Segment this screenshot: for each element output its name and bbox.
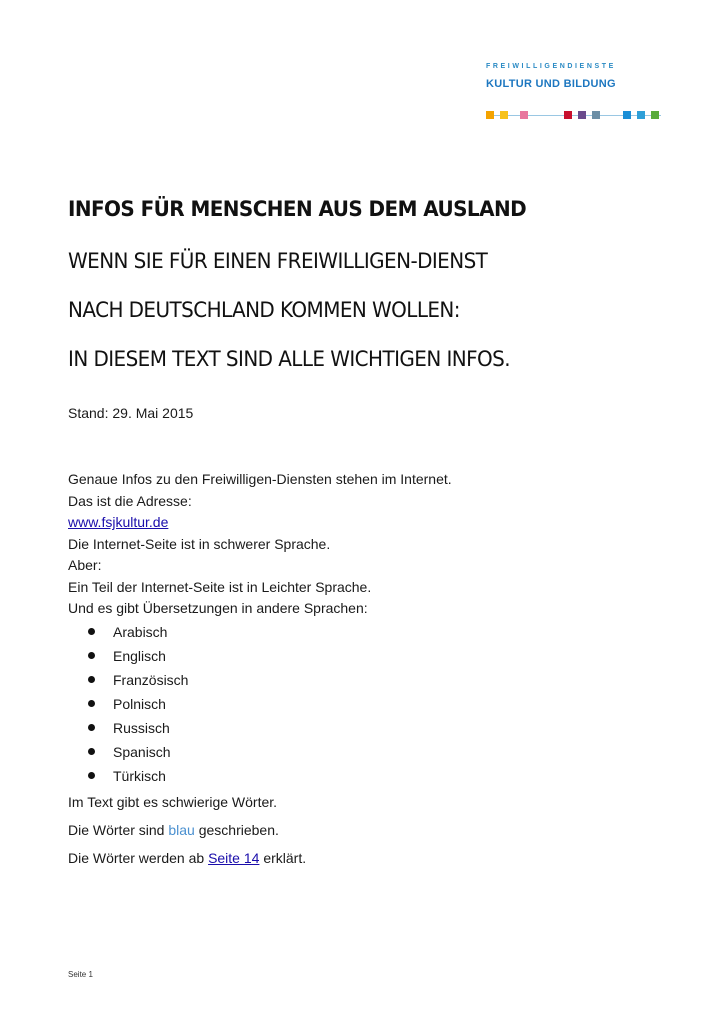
logo-title: KULTUR UND BILDUNG: [486, 78, 616, 90]
logo-square: [592, 111, 600, 119]
logo-square: [651, 111, 659, 119]
bullet-icon: [88, 772, 95, 779]
bullet-icon: [88, 676, 95, 683]
text-line: Aber:: [68, 557, 102, 573]
language-list: [88, 620, 188, 788]
logo-square: [520, 111, 528, 119]
website-link[interactable]: www.fsjkultur.de: [68, 514, 169, 530]
text-line: Und es gibt Übersetzungen in andere Sprachen:: [68, 600, 368, 616]
date-stamp: Stand: 29. Mai 2015: [68, 405, 194, 421]
list-item: Englisch: [88, 644, 188, 668]
list-item: Arabisch: [88, 620, 188, 644]
bullet-icon: [88, 748, 95, 755]
text-line: Ein Teil der Internet-Seite ist in Leichter Sprache.: [68, 578, 372, 595]
text-line: Genaue Infos zu den Freiwilligen-Diensten stehen im Internet.: [68, 471, 452, 487]
blue-words-note: Die Wörter sind blau geschrieben.: [68, 822, 279, 838]
logo-square: [637, 111, 645, 119]
text-line: Das ist die Adresse:: [68, 492, 192, 509]
text-line: Die Internet-Seite ist in schwerer Sprache.: [68, 535, 331, 552]
logo-square: [564, 111, 572, 119]
logo-subtitle: FREIWILLIGENDIENSTE: [486, 63, 616, 70]
logo-square: [578, 111, 586, 119]
page-number: Seite 1: [68, 970, 93, 979]
list-item: Türkisch: [88, 764, 188, 788]
logo-square: [486, 111, 494, 119]
logo-square: [500, 111, 508, 119]
logo-square: [623, 111, 631, 119]
logo-color-bar: [486, 111, 661, 121]
subtitle-line-1: WENN SIE FÜR EINEN FREIWILLIGEN-DIENST: [68, 249, 488, 273]
glossary-note: Die Wörter werden ab Seite 14 erklärt.: [68, 850, 307, 866]
blue-word: blau: [168, 822, 195, 838]
logo: [486, 62, 666, 91]
subtitle-line-2: NACH DEUTSCHLAND KOMMEN WOLLEN:: [68, 298, 460, 322]
bullet-icon: [88, 700, 95, 707]
page-title: INFOS FÜR MENSCHEN AUS DEM AUSLAND: [68, 197, 527, 221]
bullet-icon: [88, 652, 95, 659]
list-item: Spanisch: [88, 740, 188, 764]
difficult-words-note: Im Text gibt es schwierige Wörter.: [68, 794, 278, 810]
bullet-icon: [88, 724, 95, 731]
list-item: Russisch: [88, 716, 188, 740]
intro-paragraph: [68, 469, 452, 620]
logo-line: [486, 115, 661, 116]
list-item: Französisch: [88, 668, 188, 692]
list-item: Polnisch: [88, 692, 188, 716]
subtitle-line-3: IN DIESEM TEXT SIND ALLE WICHTIGEN INFOS.: [68, 347, 511, 371]
glossary-page-link[interactable]: Seite 14: [208, 850, 260, 866]
bullet-icon: [88, 628, 95, 635]
